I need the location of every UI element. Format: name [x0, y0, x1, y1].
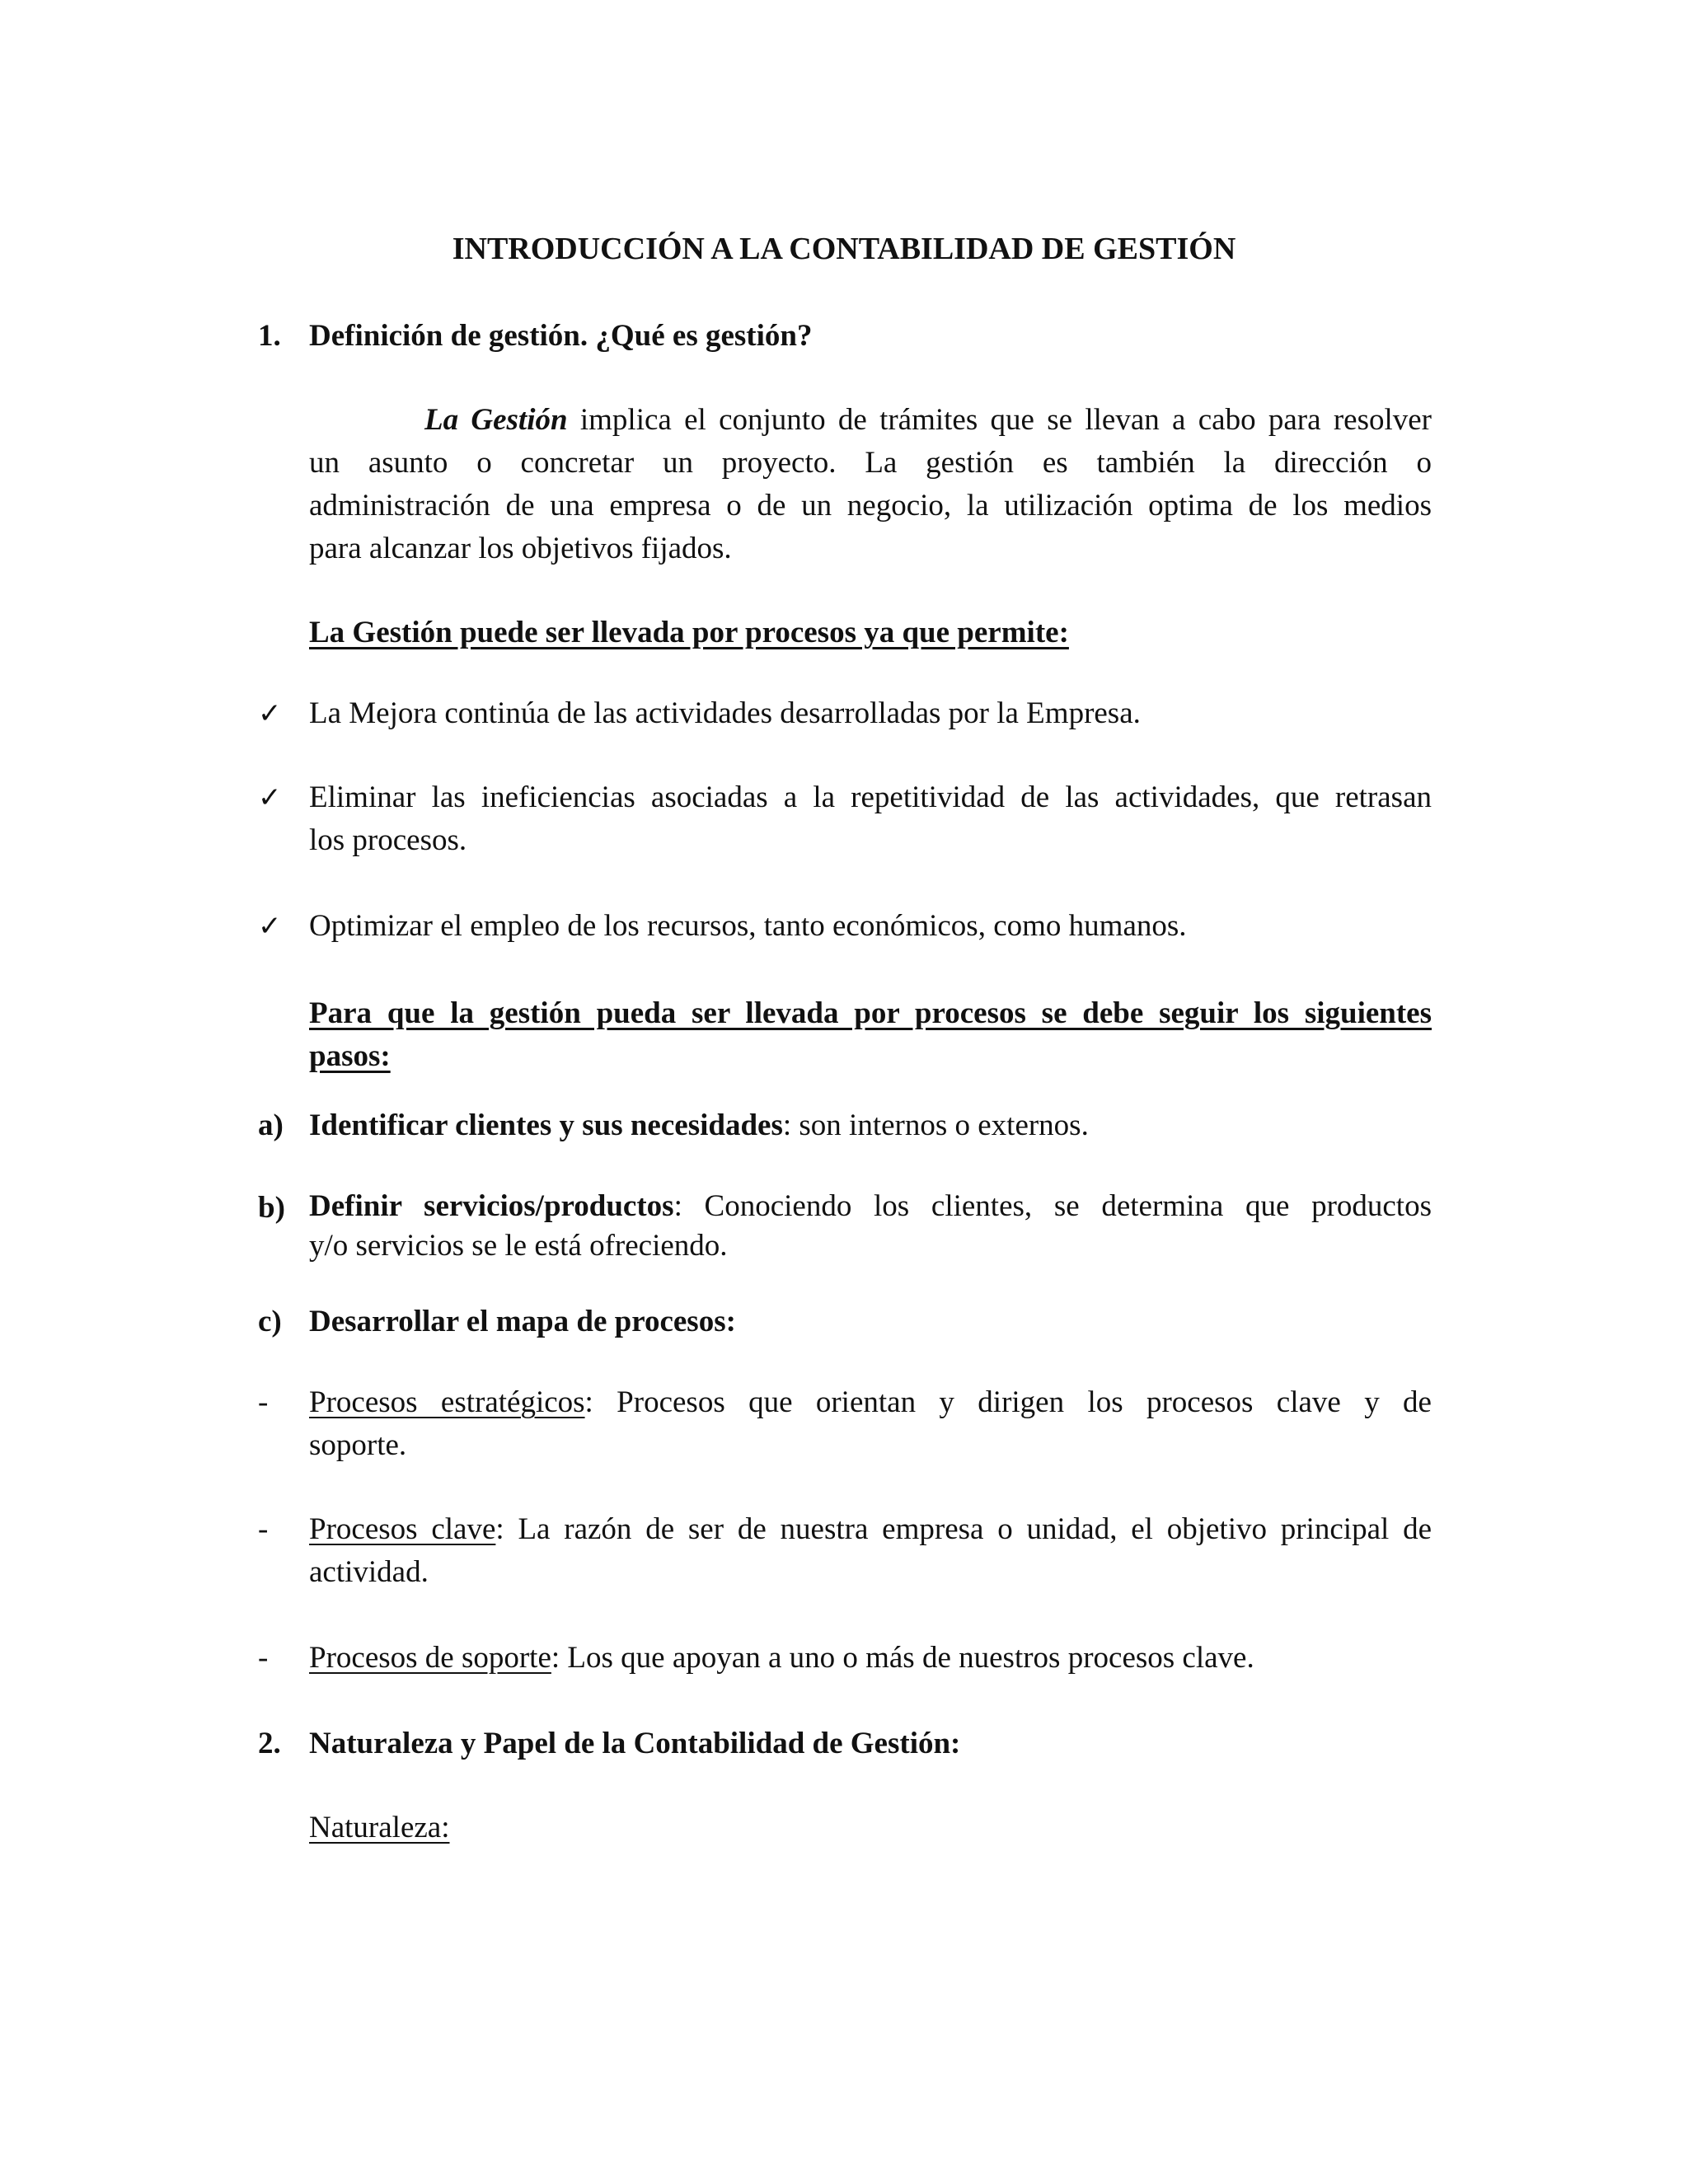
process-support: Procesos de soporte: Los que apoyan a uno o más de nuestros procesos clave. [309, 1641, 1254, 1675]
check-mark-icon: ✓ [258, 781, 282, 814]
processes-subheading: La Gestión puede ser llevada por procesos ya que permite: [309, 616, 1069, 649]
paragraph-line-2: un asunto o concretar un proyecto. La gestión es también la dirección o [309, 446, 1432, 480]
step-a: Identificar clientes y sus necesidades: son internos o externos. [309, 1108, 1089, 1142]
step-c-label: c) [258, 1305, 282, 1338]
paragraph-line-1: La Gestión implica el conjunto de trámites que se llevan a cabo para resolver [424, 403, 1432, 437]
steps-heading: Para que la gestión pueda ser llevada por procesos se debe seguir los siguientes pasos: [309, 996, 1432, 1073]
process-support-term: Procesos de soporte [309, 1641, 551, 1675]
section-2-subheading: Naturaleza: [309, 1811, 450, 1844]
step-c: Desarrollar el mapa de procesos: [309, 1305, 736, 1338]
process-strategic: Procesos estratégicos: Procesos que orientan y dirigen los procesos clave y de soporte. [309, 1385, 1432, 1462]
gestion-definition-paragraph [309, 399, 1432, 570]
section-2-heading: Naturaleza y Papel de la Contabilidad de Gestión: [309, 1727, 961, 1760]
check-item-2: Eliminar las ineficiencias asociadas a la repetitividad de las actividades, que retrasan los procesos. [309, 780, 1432, 857]
check-mark-icon: ✓ [258, 697, 282, 730]
document-title: INTRODUCCIÓN A LA CONTABILIDAD DE GESTIÓN [452, 232, 1236, 266]
process-strategic-term: Procesos estratégicos [309, 1385, 585, 1419]
paragraph-line-3: administración de una empresa o de un negocio, la utilización optima de los medios [309, 489, 1432, 523]
paragraph-line-4: para alcanzar los objetivos fijados. [309, 532, 732, 565]
section-1-heading: Definición de gestión. ¿Qué es gestión? [309, 319, 813, 353]
process-key: Procesos clave: La razón de ser de nuestra empresa o unidad, el objetivo principal de actividad. [309, 1512, 1432, 1589]
process-1-dash: - [258, 1385, 269, 1419]
process-2-dash: - [258, 1512, 269, 1546]
step-b: Definir servicios/productos: Conociendo los clientes, se determina que productos y/o servicios se le está ofreciendo. [309, 1189, 1432, 1263]
section-1-number: 1. [258, 319, 281, 353]
section-2-number: 2. [258, 1727, 281, 1760]
step-a-label: a) [258, 1108, 284, 1142]
process-key-term: Procesos clave [309, 1512, 496, 1546]
check-item-1: La Mejora continúa de las actividades desarrolladas por la Empresa. [309, 696, 1141, 730]
process-3-dash: - [258, 1641, 269, 1675]
step-b-label: b) [258, 1191, 285, 1225]
paragraph-term: La Gestión [424, 403, 568, 437]
check-mark-icon: ✓ [258, 910, 282, 943]
check-item-3: Optimizar el empleo de los recursos, tanto económicos, como humanos. [309, 909, 1187, 943]
